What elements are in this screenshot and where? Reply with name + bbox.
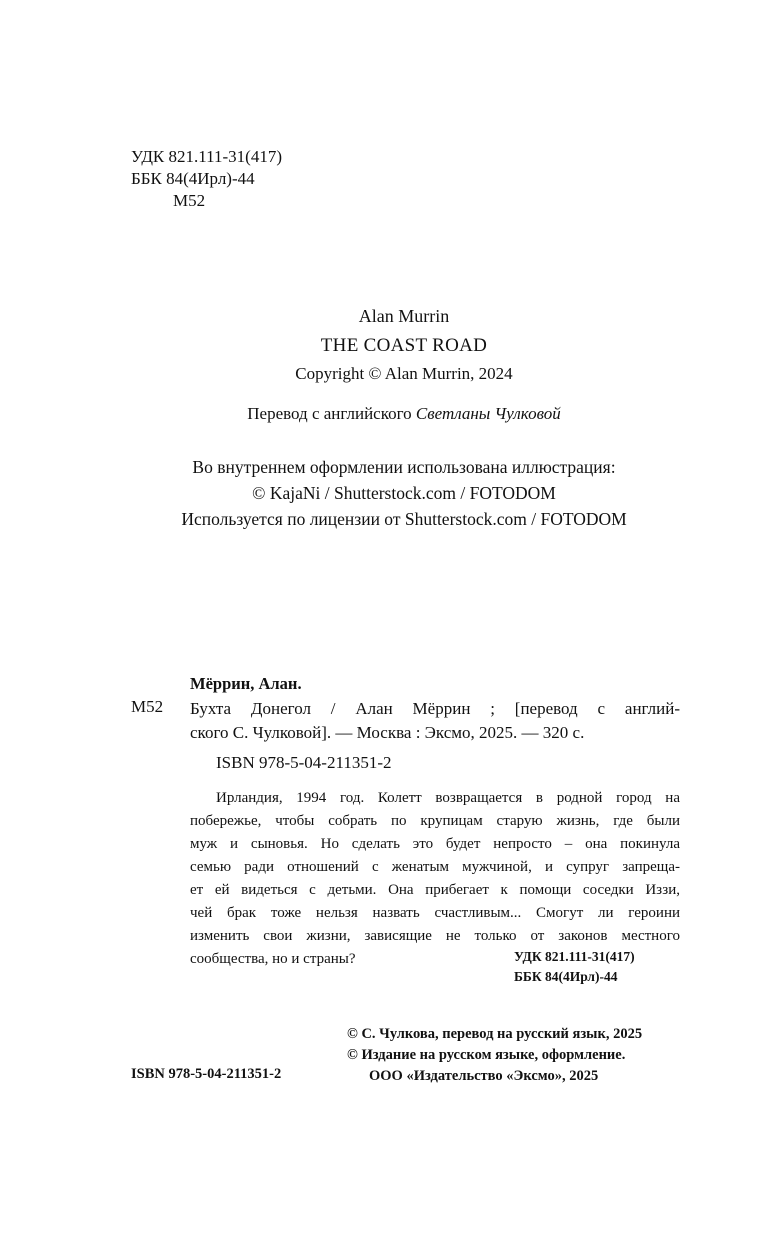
annotation-line: семью ради отношений с женатым мужчиной, и супруг запреща- [190,859,680,875]
annotation-line: сообщества, но и страны? [190,951,356,967]
illustration-line-1: Во внутреннем оформлении использована иллюстрация: [192,457,616,477]
catalog-card-line-2: ского С. Чулковой]. — Москва : Эксмо, 2025. — 320 с. [190,723,585,742]
rights-edition: © Издание на русском языке, оформление. [347,1047,626,1063]
annotation-line: изменить свои жизни, зависящие не только от законов местного [190,928,680,944]
annotation-line: чей брак тоже нельзя назвать счастливым... Смогут ли героини [190,905,680,921]
translation-credit [0,404,768,424]
isbn-bottom: ISBN 978-5-04-211351-2 [131,1066,282,1082]
annotation-line: Ирландия, 1994 год. Колетт возвращается в родной город на [216,790,680,806]
bbk-code-bottom: ББК 84(4Ирл)-44 [514,969,618,984]
udk-block-bottom [514,947,635,987]
illustration-credit [0,454,768,532]
catalog-card-author: Мёррин, Алан. [190,674,302,693]
author-mark: М52 [173,191,206,210]
original-copyright: Copyright © Alan Murrin, 2024 [295,364,513,383]
catalog-card-line-1: Бухта Донегол / Алан Мёррин ; [перевод с англий- [190,699,680,718]
udk-code: УДК 821.111-31(417) [131,147,282,166]
rights-translation: © С. Чулкова, перевод на русский язык, 2025 [347,1026,643,1042]
bbk-code: ББК 84(4Ирл)-44 [131,169,255,188]
original-author: Alan Murrin [358,306,450,326]
translator-name: Светланы Чулковой [415,404,561,423]
translation-prefix: Перевод с английского [247,404,412,423]
illustration-line-3: Используется по лицензии от Shutterstock.com / FOTODOM [181,509,627,529]
illustration-line-2: © KajaNi / Shutterstock.com / FOTODOM [252,483,556,503]
udk-block-top [131,146,282,212]
annotation-line: муж и сыновья. Но сделать это будет непросто – она покинула [190,836,680,852]
annotation-line: побережье, чтобы собрать по крупицам старую жизнь, где были [190,813,680,829]
catalog-card-isbn: ISBN 978-5-04-211351-2 [216,753,392,772]
annotation-line: ет ей видеться с детьми. Она прибегает к помощи соседки Иззи, [190,882,680,898]
catalog-card-description [190,697,680,745]
rights-publisher: ООО «Издательство «Эксмо», 2025 [369,1068,599,1084]
udk-code-bottom: УДК 821.111-31(417) [514,949,635,964]
annotation [190,787,680,971]
rights-block [347,1024,642,1087]
original-title: THE COAST ROAD [320,335,488,356]
catalog-card-code: М52 [131,697,164,716]
